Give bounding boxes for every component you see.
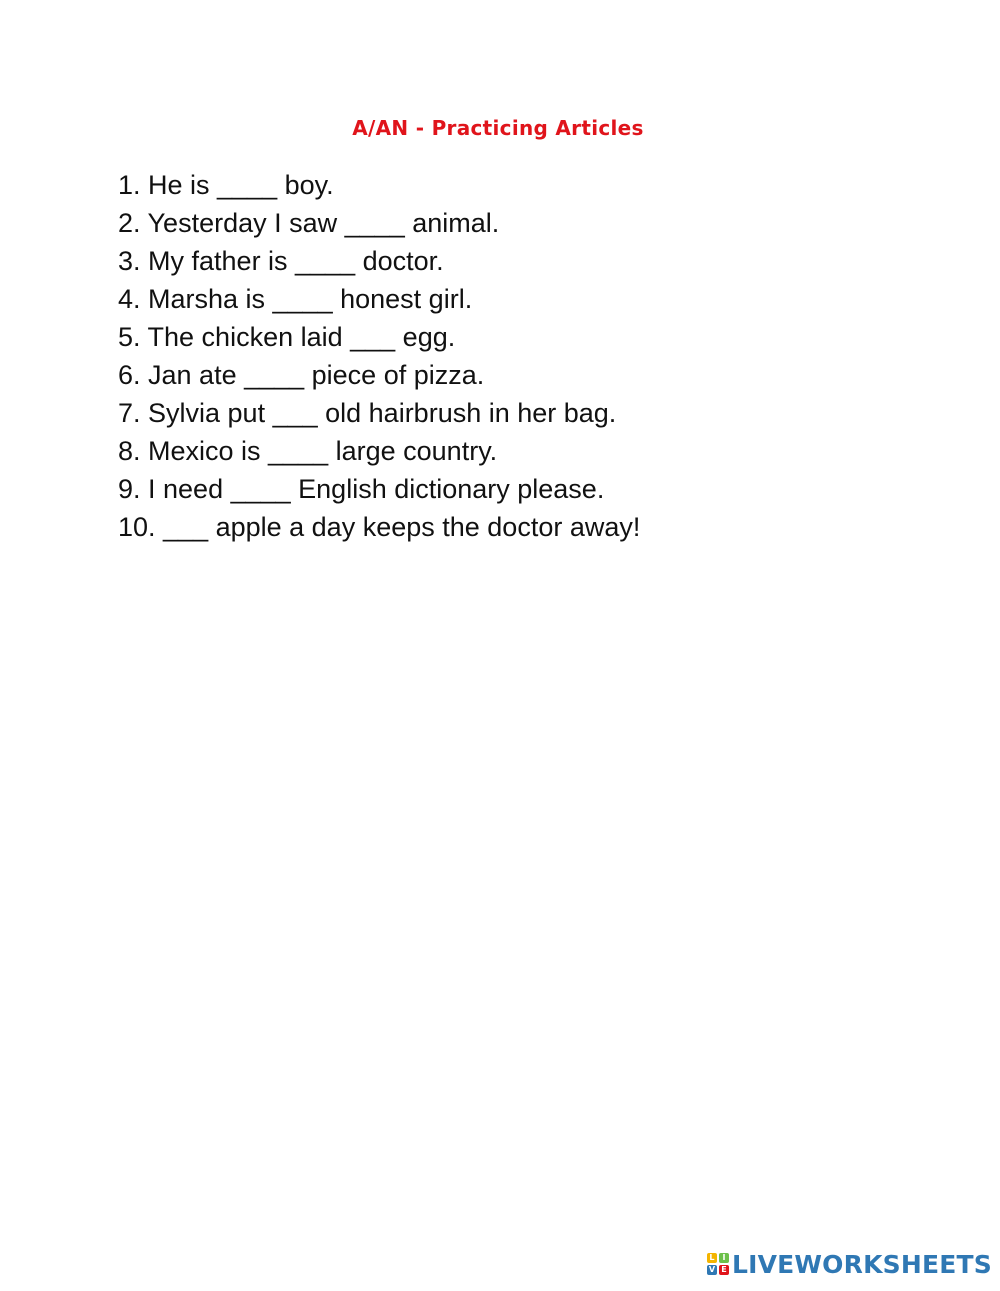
liveworksheets-logo-icon xyxy=(707,1253,729,1275)
question-item: 9. I need ____ English dictionary please. xyxy=(118,474,605,504)
question-item: 7. Sylvia put ___ old hairbrush in her bag. xyxy=(118,398,617,428)
question-item: 8. Mexico is ____ large country. xyxy=(118,436,498,466)
question-list xyxy=(118,166,640,546)
logo-mark-cell: L xyxy=(707,1253,717,1263)
question-item: 2. Yesterday I saw ____ animal. xyxy=(118,208,500,238)
question-item: 1. He is ____ boy. xyxy=(118,170,334,200)
logo-text: LIVEWORKSHEETS xyxy=(731,1249,992,1279)
logo-mark-cell: V xyxy=(708,1265,716,1274)
liveworksheets-logo xyxy=(707,1249,992,1279)
logo-mark-cell: I xyxy=(719,1253,729,1263)
question-item: 6. Jan ate ____ piece of pizza. xyxy=(118,360,485,390)
question-item: 5. The chicken laid ___ egg. xyxy=(118,322,456,352)
worksheet-title: A/AN - Practicing Articles xyxy=(352,116,644,140)
question-item: 10. ___ apple a day keeps the doctor away! xyxy=(118,512,641,542)
question-item: 3. My father is ____ doctor. xyxy=(118,246,444,276)
logo-mark-cell: E xyxy=(719,1265,729,1275)
question-item: 4. Marsha is ____ honest girl. xyxy=(118,284,473,314)
